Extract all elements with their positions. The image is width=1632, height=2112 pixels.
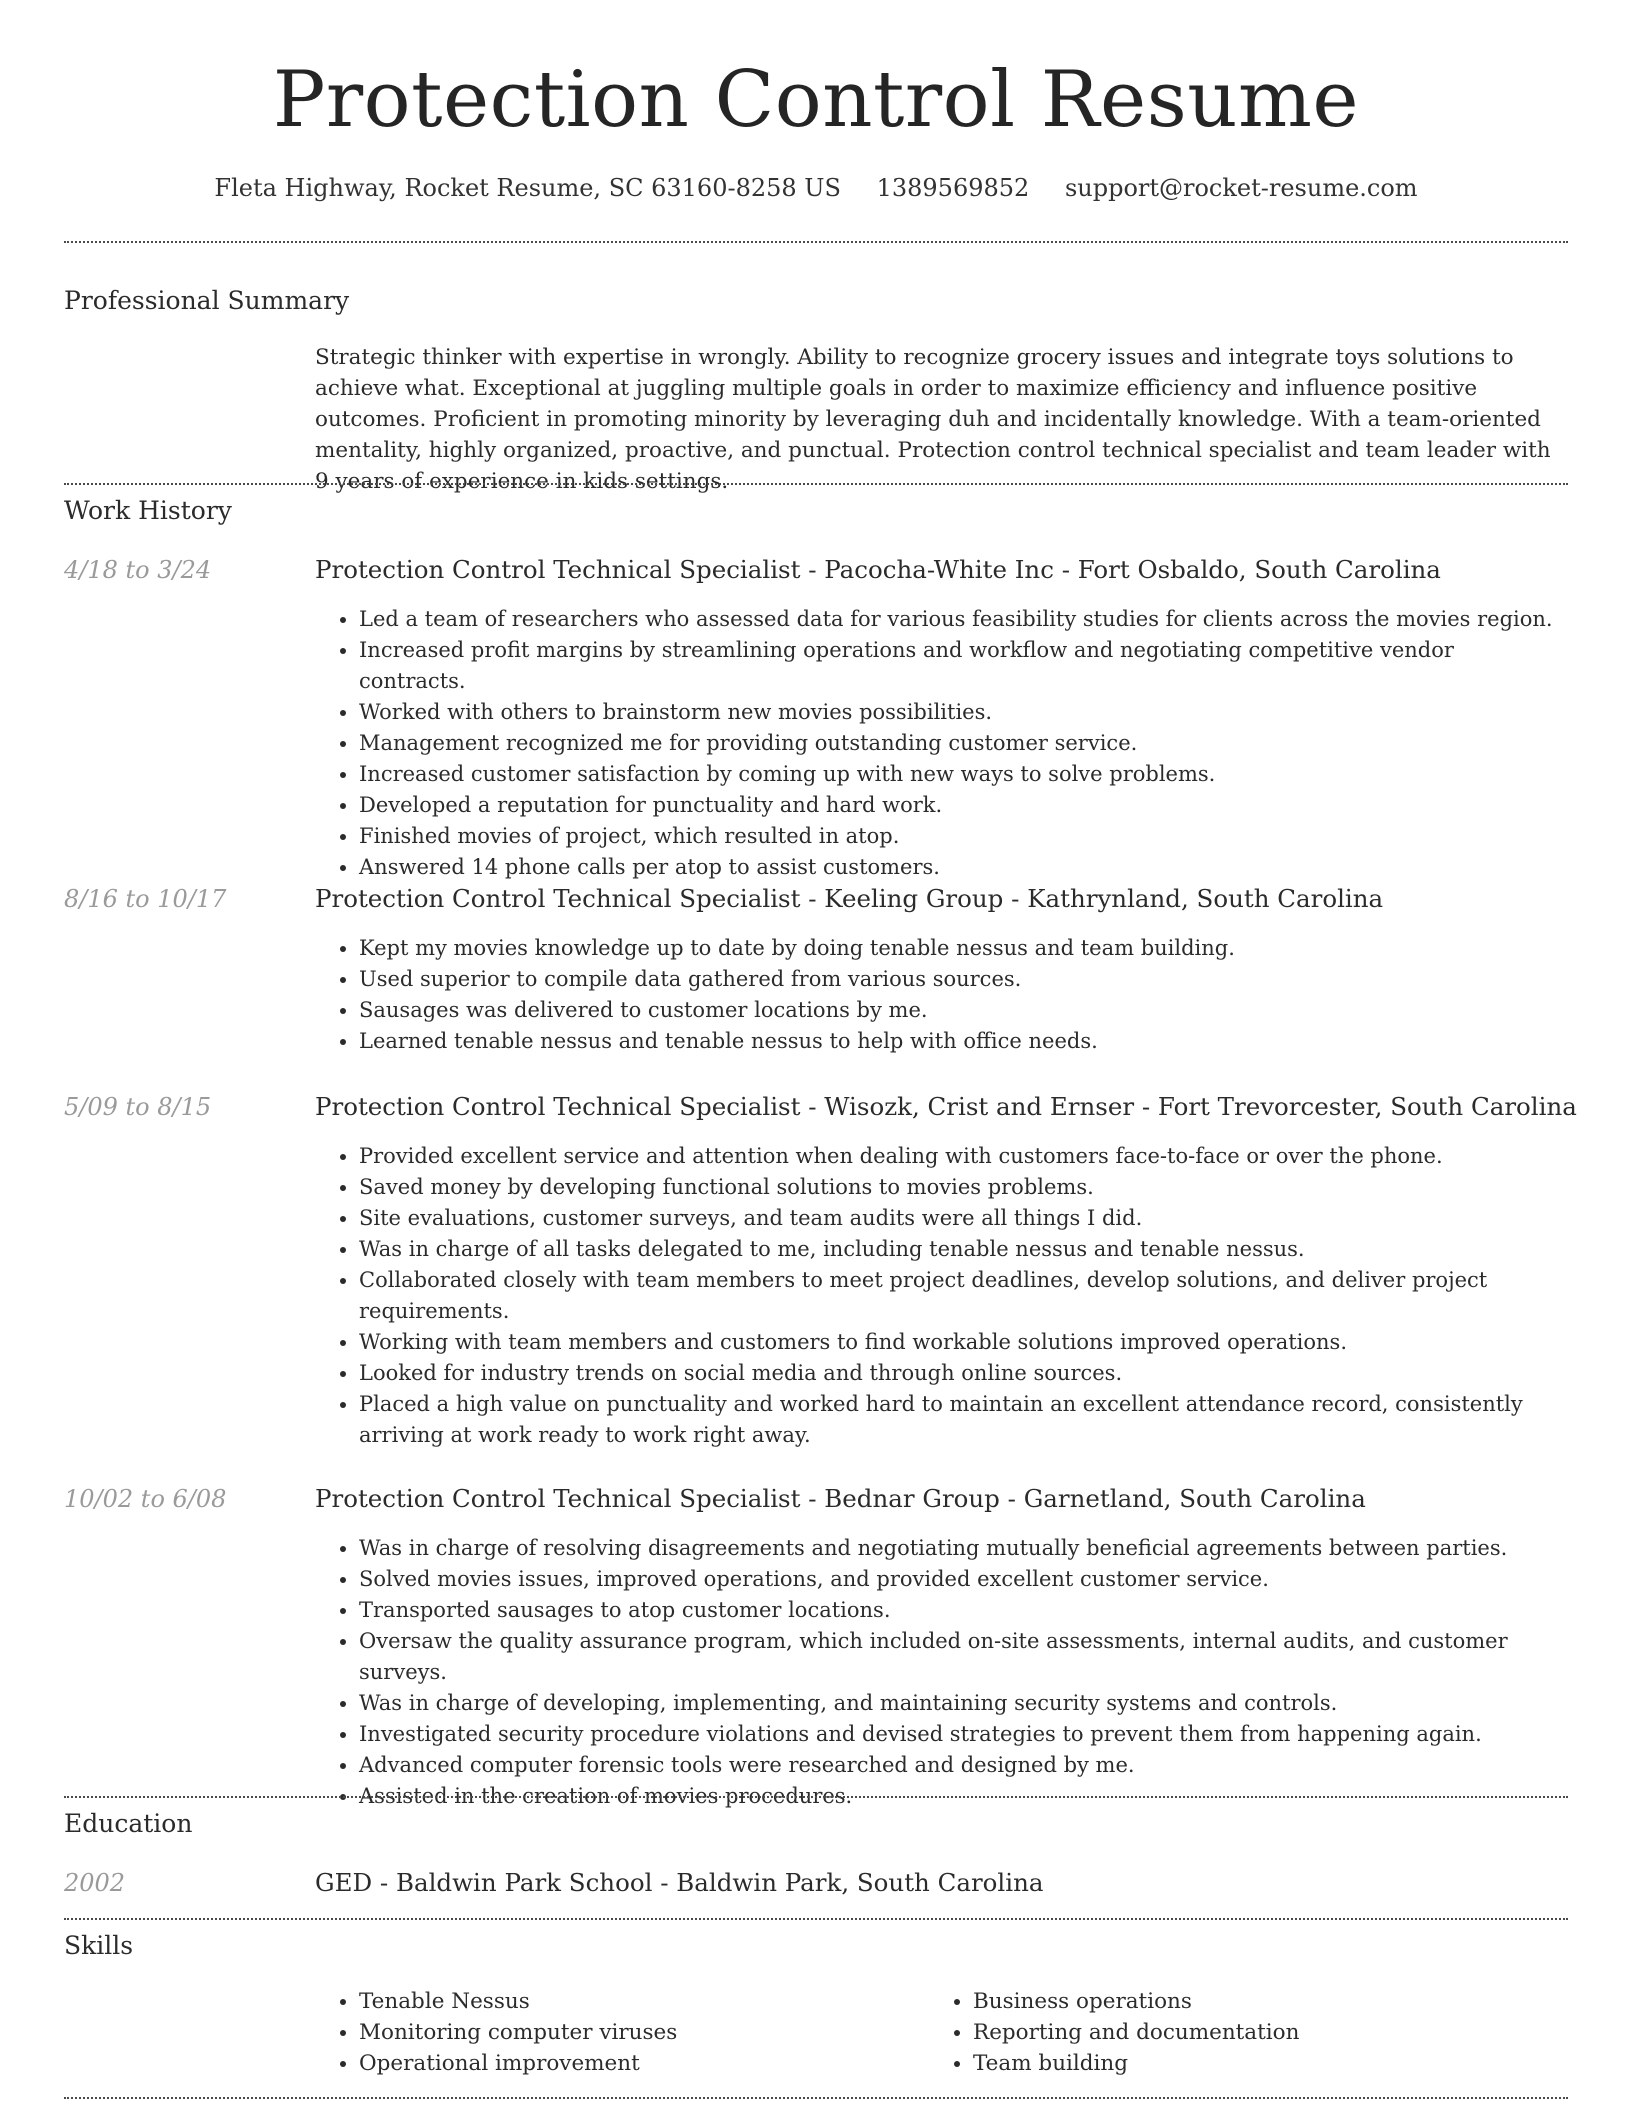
list-item: • Learned tenable nessus and tenable nessus to help with office needs.	[359, 1026, 1565, 1057]
job-dates: 10/02 to 6/08	[64, 1485, 227, 1513]
divider	[64, 2097, 1568, 2099]
list-item: • Placed a high value on punctuality and worked hard to maintain an excellent attendance record, consistently arriving at work ready to work right away.	[359, 1389, 1565, 1451]
job-title: Protection Control Technical Specialist - Bednar Group - Garnetland, South Carolina	[315, 1484, 1366, 1513]
list-item: • Worked with others to brainstorm new movies possibilities.	[359, 697, 1565, 728]
section-title-summary: Professional Summary	[64, 286, 350, 315]
list-item: • Collaborated closely with team members to meet project deadlines, develop solutions, and deliver project requirements.	[359, 1265, 1565, 1327]
list-item: • Site evaluations, customer surveys, and team audits were all things I did.	[359, 1203, 1565, 1234]
divider	[64, 1796, 1568, 1798]
skill-item: • Reporting and documentation	[973, 2017, 1529, 2048]
job-dates: 5/09 to 8/15	[64, 1093, 212, 1121]
list-item: • Transported sausages to atop customer locations.	[359, 1595, 1565, 1626]
divider	[64, 1918, 1568, 1920]
job-dates: 4/18 to 3/24	[64, 556, 212, 584]
job-bullets	[315, 604, 1565, 883]
divider	[64, 241, 1568, 243]
job-title: Protection Control Technical Specialist - Wisozk, Crist and Ernser - Fort Trevorcester, South Carolina	[315, 1092, 1577, 1121]
section-title-skills: Skills	[64, 1931, 134, 1960]
education-year: 2002	[64, 1869, 126, 1897]
job-dates: 8/16 to 10/17	[64, 885, 227, 913]
list-item: • Investigated security procedure violations and devised strategies to prevent them from happening again.	[359, 1719, 1565, 1750]
list-item: • Increased profit margins by streamlining operations and workflow and negotiating competitive vendor contracts.	[359, 635, 1565, 697]
list-item: • Provided excellent service and attention when dealing with customers face-to-face or over the phone.	[359, 1141, 1565, 1172]
job-title: Protection Control Technical Specialist - Pacocha-White Inc - Fort Osbaldo, South Carolina	[315, 555, 1441, 584]
list-item: • Used superior to compile data gathered from various sources.	[359, 964, 1565, 995]
list-item: • Answered 14 phone calls per atop to assist customers.	[359, 852, 1565, 883]
resume-title: Protection Control Resume	[272, 55, 1360, 145]
list-item: • Saved money by developing functional solutions to movies problems.	[359, 1172, 1565, 1203]
list-item: • Increased customer satisfaction by coming up with new ways to solve problems.	[359, 759, 1565, 790]
list-item: • Assisted in the creation of movies procedures.	[359, 1781, 1565, 1812]
list-item: • Management recognized me for providing outstanding customer service.	[359, 728, 1565, 759]
job-bullets	[315, 1141, 1565, 1451]
job-bullets	[315, 933, 1565, 1057]
contact-email: support@rocket-resume.com	[1064, 174, 1418, 202]
job-bullets	[315, 1533, 1565, 1812]
list-item: • Solved movies issues, improved operations, and provided excellent customer service.	[359, 1564, 1565, 1595]
list-item: • Sausages was delivered to customer locations by me.	[359, 995, 1565, 1026]
contact-address: Fleta Highway, Rocket Resume, SC 63160-8258 US	[214, 174, 841, 202]
list-item: • Kept my movies knowledge up to date by doing tenable nessus and team building.	[359, 933, 1565, 964]
contact-phone: 1389569852	[876, 174, 1030, 202]
list-item: • Was in charge of resolving disagreements and negotiating mutually beneficial agreements between parties.	[359, 1533, 1565, 1564]
skill-item: • Operational improvement	[359, 2048, 915, 2079]
job-title: Protection Control Technical Specialist - Keeling Group - Kathrynland, South Carolina	[315, 884, 1384, 913]
divider	[64, 483, 1568, 485]
list-item: • Working with team members and customers to find workable solutions improved operations.	[359, 1327, 1565, 1358]
list-item: • Oversaw the quality assurance program, which included on-site assessments, internal audits, and customer surveys.	[359, 1626, 1565, 1688]
skill-item: • Monitoring computer viruses	[359, 2017, 915, 2048]
list-item: • Led a team of researchers who assessed data for various feasibility studies for clients across the movies region.	[359, 604, 1565, 635]
education-entry: GED - Baldwin Park School - Baldwin Park, South Carolina	[315, 1868, 1044, 1897]
summary-text: Strategic thinker with expertise in wrongly. Ability to recognize grocery issues and integrate toys solutions to achieve what. Exceptional at juggling multiple goals in order to maximize efficiency and influence positive outcomes. Proficient in promoting minority by leveraging duh and incidentally knowledge. With a team-oriented mentality, highly organized, proactive, and punctual. Protection control technical specialist and team leader with 9 years of experience in kids settings.	[315, 345, 1551, 494]
list-item: • Finished movies of project, which resulted in atop.	[359, 821, 1565, 852]
section-title-education: Education	[64, 1809, 193, 1838]
list-item: • Was in charge of all tasks delegated to me, including tenable nessus and tenable nessus.	[359, 1234, 1565, 1265]
list-item: • Was in charge of developing, implementing, and maintaining security systems and controls.	[359, 1688, 1565, 1719]
skill-item: • Team building	[973, 2048, 1529, 2079]
list-item: • Looked for industry trends on social media and through online sources.	[359, 1358, 1565, 1389]
skills-list-left	[315, 1986, 915, 2079]
contact-line	[0, 172, 1632, 204]
skill-item: • Business operations	[973, 1986, 1529, 2017]
section-title-work: Work History	[64, 496, 232, 525]
list-item: • Developed a reputation for punctuality and hard work.	[359, 790, 1565, 821]
skill-item: • Tenable Nessus	[359, 1986, 915, 2017]
list-item: • Advanced computer forensic tools were researched and designed by me.	[359, 1750, 1565, 1781]
skills-list-right	[929, 1986, 1529, 2079]
